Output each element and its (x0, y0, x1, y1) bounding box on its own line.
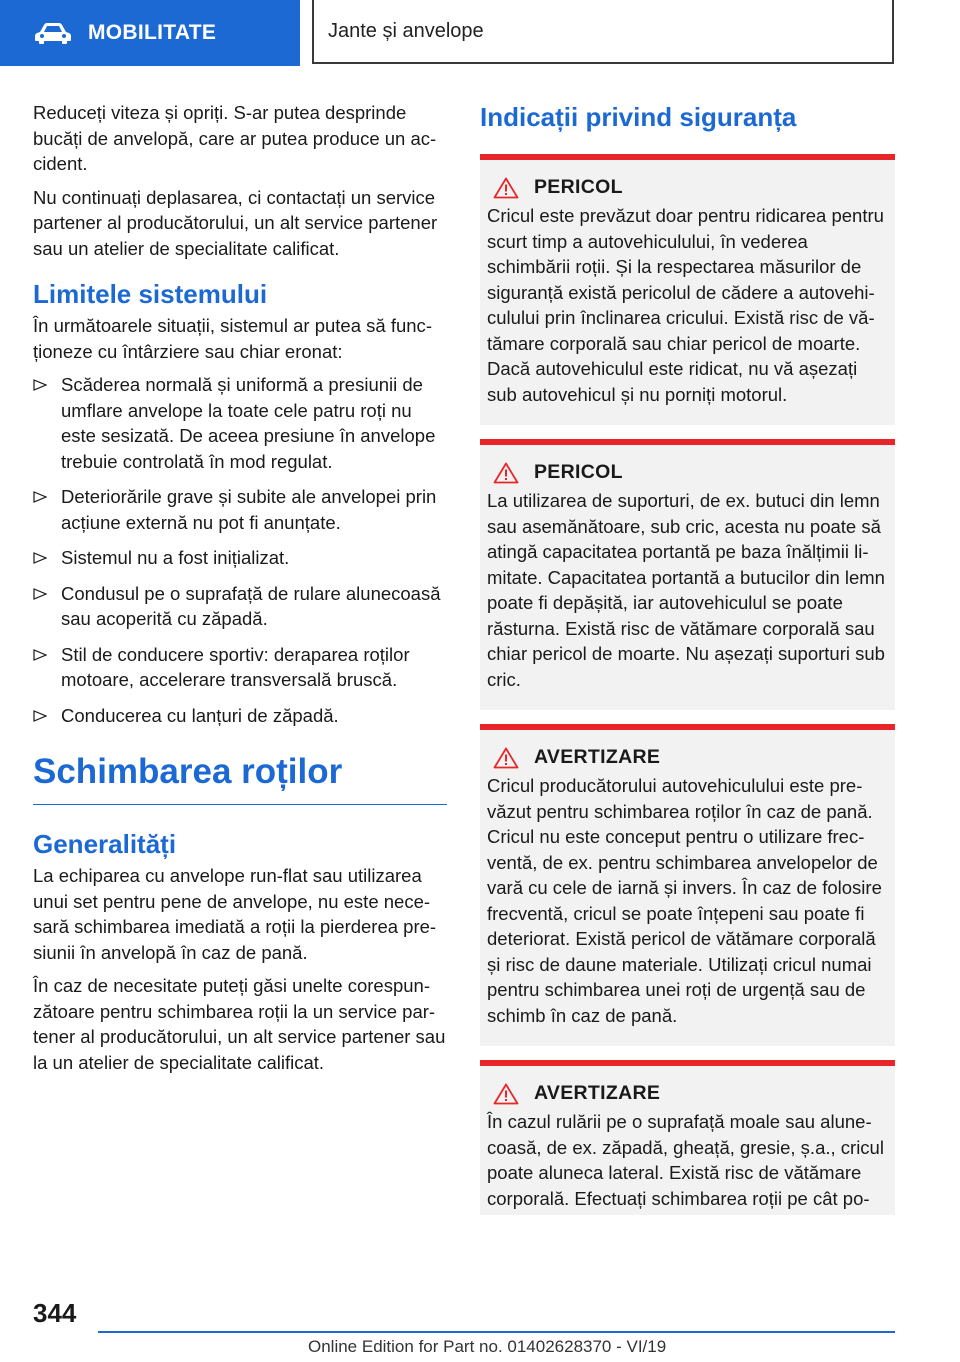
list-item-text: Deteriorările grave și subite ale anvelopei prin acțiune externă nu pot fi anunțate. (61, 486, 437, 533)
chapter-title-box (312, 0, 894, 64)
list-item-text: Conducerea cu lanțuri de zăpadă. (61, 704, 339, 726)
page-number: 344 (33, 1298, 77, 1328)
list-item-text: Scăderea normală și uniformă a presiunii de umflare anvelope la toate cele patru roți nu este sesizată. De aceea presiune în anvelope trebuie controlată în mod regulat. (61, 374, 436, 472)
bullet-triangle-icon (33, 491, 47, 503)
warning-title: PERICOL (534, 461, 623, 483)
warning-triangle-icon (493, 177, 519, 199)
warning-triangle-icon (493, 747, 519, 769)
list-item (33, 642, 447, 693)
page-header (0, 0, 960, 66)
bullet-triangle-icon (33, 588, 47, 600)
general-paragraph-1: La echiparea cu anvelope run-flat sau utilizarea unui set pentru pene de anvelope, nu este necesară schimbarea imediată a roții la pierderea presiunii în anvelopă în caz de pană. (33, 865, 437, 963)
main-heading: Schimbarea roților (33, 750, 447, 805)
warning-text: În cazul rulării pe o suprafață moale sau alunecoasă, de ex. zăpadă, gheață, gresie, ș.a., cricul poate aluneca lateral. Există risc de vătămare corporală. Efectuați schimbarea roții pe cât po- (487, 1111, 884, 1209)
chapter-title: Jante și anvelope (328, 19, 484, 42)
bullet-triangle-icon (33, 552, 47, 564)
general-paragraph-2: În caz de necesitate puteți găsi unelte corespunzătoare pentru schimbarea roții la un service partener al producătorului, un alt service partener sau la un atelier de specialitate calificat. (33, 975, 446, 1073)
warning-triangle-icon (493, 462, 519, 484)
bullet-triangle-icon (33, 379, 47, 391)
warning-text: La utilizarea de suporturi, de ex. butuci din lemn sau asemănătoare, sub cric, acesta nu poate să atingă capacitatea portantă pe baza înălțimii limitate. Capacitatea portantă a butucilor din lemn poate fi depășită, iar autovehiculul se poate răsturna. Există risc de vătămare corporală sau chiar pericol de moarte. Nu așezați suporturi sub cric. (487, 490, 885, 690)
safety-heading: Indicații privind siguranța (480, 102, 797, 132)
intro-paragraph-2: Nu continuați deplasarea, ci contactați un service partener al producătorului, un alt service partener sau un atelier de specialitate calificat. (33, 186, 438, 259)
left-column (33, 100, 447, 1083)
limits-list (33, 372, 447, 728)
footer-divider (98, 1331, 895, 1333)
warning-title: AVERTIZARE (534, 746, 661, 768)
warning-text: Cricul este prevăzut doar pentru ridicarea pentru scurt timp a autovehiculului, în vederea schimbării roții. Și la respectarea măsurilor de siguranță există pericolul de cădere a autovehiculului prin înclinarea cricului. Există risc de vătămare corporală sau chiar pericol de moarte. Dacă autovehiculul este ridicat, nu vă așezați sub autovehicul și nu porniți motorul. (487, 205, 884, 405)
warning-title: AVERTIZARE (534, 1082, 661, 1104)
right-column (480, 100, 895, 1229)
limits-heading: Limitele sistemului (33, 279, 268, 309)
list-item (33, 372, 447, 474)
car-icon (34, 21, 72, 45)
intro-paragraph-1: Reduceți viteza și opriți. S-ar putea desprinde bucăți de anvelopă, care ar putea produce un accident. (33, 102, 437, 174)
warning-title: PERICOL (534, 176, 623, 198)
warning-triangle-icon (493, 1083, 519, 1105)
list-item-text: Stil de conducere sportiv: deraparea roților motoare, accelerare transversală bruscă. (61, 643, 410, 690)
list-item (33, 484, 447, 535)
list-item-text: Condusul pe o suprafață de rulare alunecoasă sau acoperită cu zăpadă. (61, 582, 441, 629)
limits-intro: În următoarele situații, sistemul ar putea să funcționeze cu întârziere sau chiar eronat: (33, 315, 432, 362)
general-heading: Generalități (33, 829, 177, 859)
warning-box (480, 439, 895, 710)
edition-text: Online Edition for Part no. 01402628370 - VI/19 (308, 1337, 667, 1356)
warning-box (480, 724, 895, 1046)
list-item-text: Sistemul nu a fost inițializat. (61, 547, 290, 568)
section-tab[interactable] (0, 0, 300, 66)
warning-box (480, 154, 895, 425)
list-item (33, 703, 447, 729)
bullet-triangle-icon (33, 710, 47, 722)
section-label: MOBILITATE (88, 21, 217, 44)
warning-box (480, 1060, 895, 1215)
bullet-triangle-icon (33, 649, 47, 661)
warning-text: Cricul producătorului autovehiculului este prevăzut pentru schimbarea roților în caz de pană. Cricul nu este conceput pentru o utilizare frecventă, de ex. pentru schimbarea anvelopelor de vară cu cele de iarnă și invers. În caz de folosire frecventă, cricul se poate înțepeni sau poate fi deteriorat. Există pericol de vătămare corporală și risc de daune materiale. Utilizați cricul numai pentru schimbarea unei roți de urgență sau de schimb în caz de pană. (487, 775, 882, 1026)
list-item (33, 581, 447, 632)
list-item (33, 545, 447, 571)
